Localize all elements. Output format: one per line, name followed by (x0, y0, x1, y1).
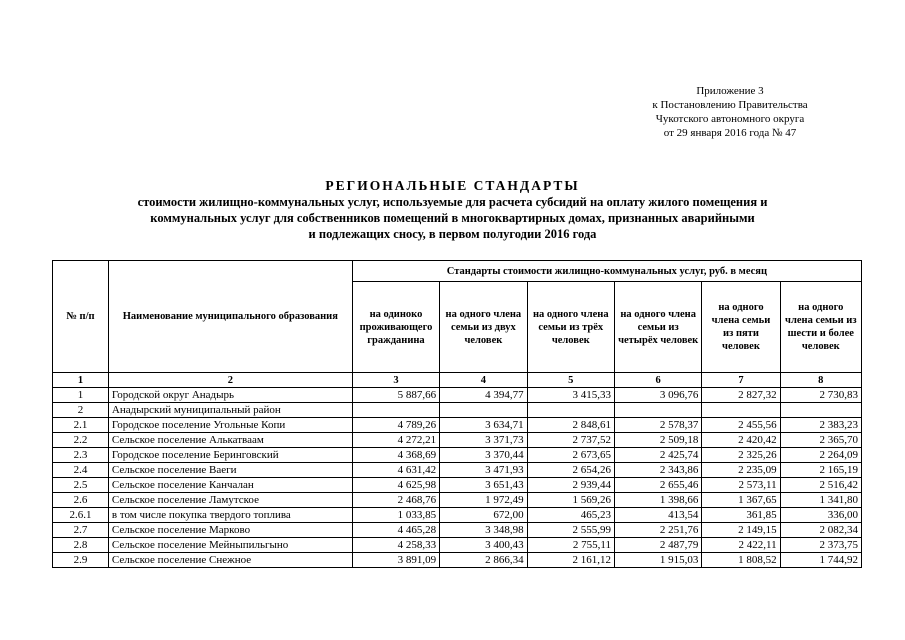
value-cell: 1 398,66 (614, 493, 701, 508)
value-cell: 2 343,86 (614, 463, 701, 478)
value-cell (352, 403, 439, 418)
value-cell: 2 373,75 (780, 538, 861, 553)
value-cell: 2 455,56 (702, 418, 780, 433)
municipality-name: Сельское поселение Ламутское (108, 493, 352, 508)
column-number-cell: 4 (440, 373, 527, 388)
value-cell: 2 737,52 (527, 433, 614, 448)
value-cell: 2 848,61 (527, 418, 614, 433)
value-cell: 1 972,49 (440, 493, 527, 508)
table-row (53, 493, 862, 508)
header-family-of-five: на одного члена семьи из пяти человек (702, 282, 780, 373)
row-number: 2.2 (53, 433, 109, 448)
value-cell: 4 465,28 (352, 523, 439, 538)
value-cell: 1 744,92 (780, 553, 861, 568)
value-cell: 2 161,12 (527, 553, 614, 568)
value-cell: 3 891,09 (352, 553, 439, 568)
table-row (53, 538, 862, 553)
value-cell: 2 383,23 (780, 418, 861, 433)
value-cell: 1 915,03 (614, 553, 701, 568)
value-cell: 1 367,65 (702, 493, 780, 508)
value-cell: 413,54 (614, 508, 701, 523)
value-cell (527, 403, 614, 418)
value-cell: 2 939,44 (527, 478, 614, 493)
row-number: 2.3 (53, 448, 109, 463)
column-number-cell: 8 (780, 373, 861, 388)
row-number: 2 (53, 403, 109, 418)
table-row (53, 463, 862, 478)
municipality-name: Анадырский муниципальный район (108, 403, 352, 418)
table-row (53, 433, 862, 448)
value-cell: 2 555,99 (527, 523, 614, 538)
header-family-of-three: на одного члена семьи из трёх человек (527, 282, 614, 373)
value-cell: 3 371,73 (440, 433, 527, 448)
value-cell: 2 730,83 (780, 388, 861, 403)
value-cell (614, 403, 701, 418)
header-family-of-two: на одного члена семьи из двух человек (440, 282, 527, 373)
table-row (53, 403, 862, 418)
column-number-cell: 5 (527, 373, 614, 388)
value-cell: 2 578,37 (614, 418, 701, 433)
header-single-person: на одиноко проживающего гражданина (352, 282, 439, 373)
municipality-name: Сельское поселение Снежное (108, 553, 352, 568)
value-cell: 1 341,80 (780, 493, 861, 508)
subtitle-line-2: коммунальных услуг для собственников помещений в многоквартирных домах, признанных аварийными (150, 211, 755, 225)
municipality-name: Сельское поселение Мейныпильгыно (108, 538, 352, 553)
table-row (53, 478, 862, 493)
table-body (53, 388, 862, 568)
value-cell: 5 887,66 (352, 388, 439, 403)
value-cell: 2 264,09 (780, 448, 861, 463)
value-cell: 336,00 (780, 508, 861, 523)
value-cell: 4 258,33 (352, 538, 439, 553)
standards-table (52, 260, 862, 568)
value-cell: 2 420,42 (702, 433, 780, 448)
table-row (53, 448, 862, 463)
value-cell: 2 365,70 (780, 433, 861, 448)
value-cell: 2 573,11 (702, 478, 780, 493)
value-cell: 3 096,76 (614, 388, 701, 403)
column-number-cell: 6 (614, 373, 701, 388)
municipality-name: в том числе покупка твердого топлива (108, 508, 352, 523)
value-cell: 3 370,44 (440, 448, 527, 463)
value-cell: 2 425,74 (614, 448, 701, 463)
table-row (53, 553, 862, 568)
value-cell: 4 272,21 (352, 433, 439, 448)
value-cell: 4 631,42 (352, 463, 439, 478)
value-cell: 2 516,42 (780, 478, 861, 493)
value-cell: 3 415,33 (527, 388, 614, 403)
value-cell: 2 654,26 (527, 463, 614, 478)
municipality-name: Городское поселение Угольные Копи (108, 418, 352, 433)
appendix-line-3: Чукотского автономного округа (655, 113, 805, 125)
document-title: РЕГИОНАЛЬНЫЕ СТАНДАРТЫ (325, 178, 580, 193)
value-cell: 3 471,93 (440, 463, 527, 478)
value-cell: 2 509,18 (614, 433, 701, 448)
value-cell: 2 655,46 (614, 478, 701, 493)
value-cell (780, 403, 861, 418)
subtitle-line-1: стоимости жилищно-коммунальных услуг, используемые для расчета субсидий на оплату жилого помещения и (137, 195, 768, 209)
appendix-line-1: Приложение 3 (696, 85, 764, 97)
row-number: 1 (53, 388, 109, 403)
value-cell (702, 403, 780, 418)
value-cell: 672,00 (440, 508, 527, 523)
value-cell: 4 625,98 (352, 478, 439, 493)
row-number: 2.9 (53, 553, 109, 568)
value-cell: 2 468,76 (352, 493, 439, 508)
value-cell: 2 165,19 (780, 463, 861, 478)
column-number-cell: 3 (352, 373, 439, 388)
value-cell: 2 149,15 (702, 523, 780, 538)
value-cell: 361,85 (702, 508, 780, 523)
table-row (53, 418, 862, 433)
row-number: 2.7 (53, 523, 109, 538)
value-cell: 1 033,85 (352, 508, 439, 523)
value-cell: 2 673,65 (527, 448, 614, 463)
value-cell: 2 422,11 (702, 538, 780, 553)
municipality-name: Городское поселение Беринговский (108, 448, 352, 463)
value-cell: 2 325,26 (702, 448, 780, 463)
value-cell: 3 634,71 (440, 418, 527, 433)
value-cell: 2 235,09 (702, 463, 780, 478)
value-cell: 2 487,79 (614, 538, 701, 553)
appendix-block (600, 84, 860, 140)
value-cell (440, 403, 527, 418)
row-number: 2.6.1 (53, 508, 109, 523)
row-number: 2.4 (53, 463, 109, 478)
subtitle-line-3: и подлежащих сносу, в первом полугодии 2016 года (308, 227, 597, 241)
value-cell: 2 827,32 (702, 388, 780, 403)
header-standards-group: Стандарты стоимости жилищно-коммунальных услуг, руб. в месяц (352, 261, 861, 282)
document-subtitle (30, 194, 875, 242)
header-family-of-four: на одного члена семьи из четырёх человек (614, 282, 701, 373)
table-row (53, 388, 862, 403)
value-cell: 3 348,98 (440, 523, 527, 538)
value-cell: 4 394,77 (440, 388, 527, 403)
value-cell: 1 569,26 (527, 493, 614, 508)
municipality-name: Сельское поселение Марково (108, 523, 352, 538)
appendix-line-2: к Постановлению Правительства (652, 99, 808, 111)
value-cell: 2 755,11 (527, 538, 614, 553)
row-number: 2.1 (53, 418, 109, 433)
column-number-cell: 7 (702, 373, 780, 388)
row-number: 2.5 (53, 478, 109, 493)
table-row (53, 508, 862, 523)
value-cell: 2 251,76 (614, 523, 701, 538)
table-row (53, 523, 862, 538)
row-number: 2.8 (53, 538, 109, 553)
value-cell: 3 400,43 (440, 538, 527, 553)
municipality-name: Сельское поселение Канчалан (108, 478, 352, 493)
value-cell: 2 866,34 (440, 553, 527, 568)
row-number: 2.6 (53, 493, 109, 508)
column-number-cell: 2 (108, 373, 352, 388)
municipality-name: Городской округ Анадырь (108, 388, 352, 403)
header-municipality: Наименование муниципального образования (108, 261, 352, 373)
value-cell: 3 651,43 (440, 478, 527, 493)
value-cell: 4 368,69 (352, 448, 439, 463)
municipality-name: Сельское поселение Ваеги (108, 463, 352, 478)
column-number-cell: 1 (53, 373, 109, 388)
header-family-of-six-plus: на одного члена семьи из шести и более человек (780, 282, 861, 373)
appendix-line-4: от 29 января 2016 года № 47 (663, 127, 797, 139)
header-number: № п/п (53, 261, 109, 373)
value-cell: 465,23 (527, 508, 614, 523)
municipality-name: Сельское поселение Алькатваам (108, 433, 352, 448)
value-cell: 4 789,26 (352, 418, 439, 433)
value-cell: 2 082,34 (780, 523, 861, 538)
value-cell: 1 808,52 (702, 553, 780, 568)
